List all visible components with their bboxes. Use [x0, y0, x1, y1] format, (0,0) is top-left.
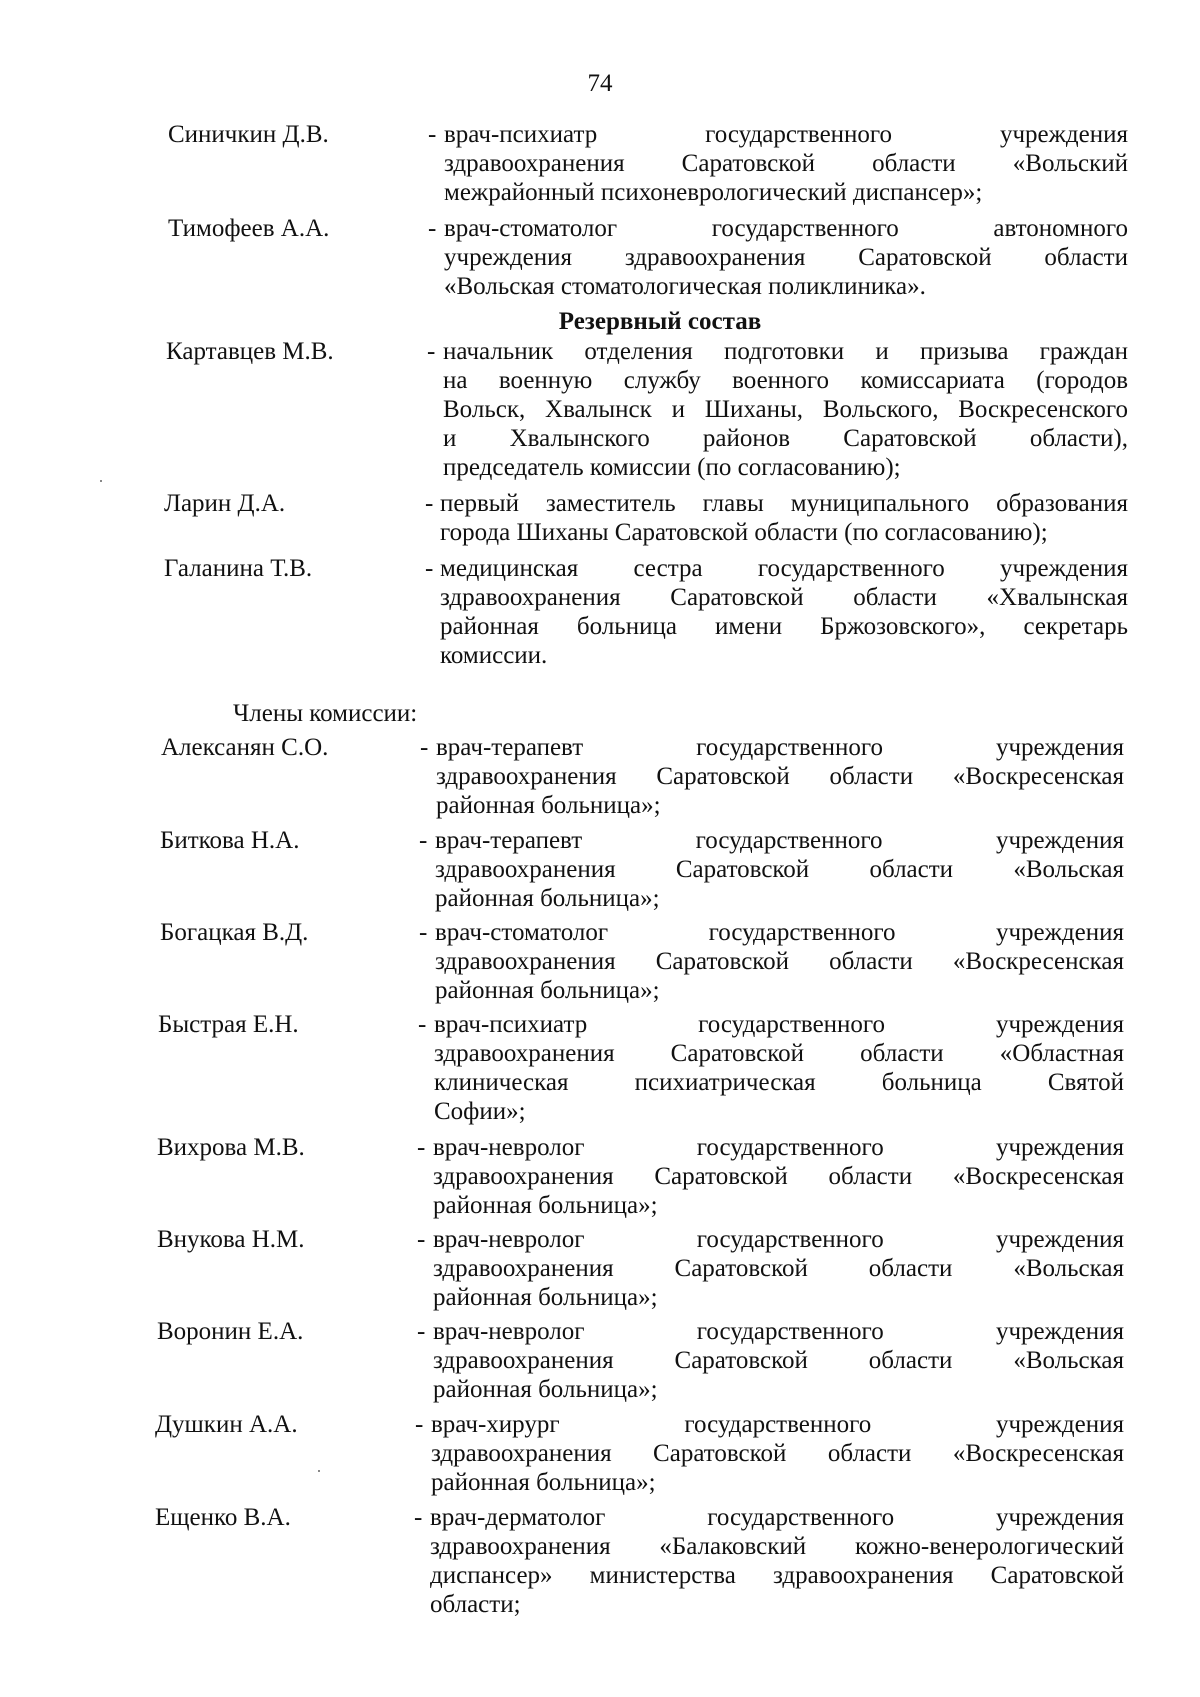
position-description	[430, 1503, 1124, 1619]
person-name: Алексанян С.О.	[161, 734, 329, 761]
description-line: Вольск, Хвалынск и Шиханы, Вольского, Воскресенского	[443, 396, 1128, 423]
description-line: здравоохранения Саратовской области «Воскресенская	[431, 1440, 1124, 1467]
dash: -	[428, 121, 437, 148]
description-line: районная больница»;	[433, 1284, 658, 1311]
description-line: районная больница»;	[433, 1376, 658, 1403]
dash: -	[414, 1504, 423, 1531]
dash: -	[417, 1134, 426, 1161]
scan-speck	[100, 480, 102, 482]
position-description	[444, 214, 1128, 301]
position-description	[433, 1225, 1124, 1312]
dash: -	[425, 555, 434, 582]
position-description	[435, 826, 1124, 913]
person-name: Картавцев М.В.	[166, 338, 334, 365]
dash: -	[415, 1411, 424, 1438]
scan-speck	[318, 1470, 320, 1472]
person-name: Тимофеев А.А.	[168, 215, 330, 242]
description-line: врач-невролог государственного учреждения	[433, 1226, 1124, 1253]
description-line: начальник отделения подготовки и призыва граждан	[443, 338, 1128, 365]
description-line: председатель комиссии (по согласованию);	[443, 454, 901, 481]
person-name: Душкин А.А.	[155, 1411, 298, 1438]
description-line: районная больница»;	[433, 1192, 658, 1219]
description-line: районная больница»;	[435, 885, 660, 912]
description-line: здравоохранения Саратовской области «Вольская	[435, 856, 1124, 883]
description-line: врач-невролог государственного учреждения	[433, 1134, 1124, 1161]
description-line: Софии»;	[434, 1098, 526, 1125]
person-name: Синичкин Д.В.	[168, 121, 329, 148]
person-name: Галанина Т.В.	[164, 555, 313, 582]
position-description	[436, 733, 1124, 820]
dash: -	[425, 490, 434, 517]
page-number: 74	[587, 70, 613, 97]
description-line: первый заместитель главы муниципального образования	[440, 490, 1128, 517]
description-line: здравоохранения Саратовской области «Воскресенская	[436, 763, 1124, 790]
description-line: районная больница»;	[435, 977, 660, 1004]
position-description	[440, 554, 1128, 670]
description-line: врач-дерматолог государственного учреждения	[430, 1504, 1124, 1531]
description-line: районная больница»;	[431, 1469, 656, 1496]
description-line: города Шиханы Саратовской области (по согласованию);	[440, 519, 1048, 546]
description-line: клиническая психиатрическая больница Святой	[434, 1069, 1124, 1096]
description-line: районная больница»;	[436, 792, 661, 819]
dash: -	[418, 1011, 427, 1038]
description-line: области;	[430, 1591, 521, 1618]
description-line: здравоохранения Саратовской области «Воскресенская	[433, 1163, 1124, 1190]
description-line: районная больница имени Бржозовского», секретарь	[440, 613, 1128, 640]
dash: -	[427, 338, 436, 365]
dash: -	[428, 215, 437, 242]
dash: -	[419, 919, 428, 946]
description-line: врач-хирург государственного учреждения	[431, 1411, 1124, 1438]
description-line: и Хвалынского районов Саратовской области),	[443, 425, 1128, 452]
description-line: врач-терапевт государственного учреждения	[435, 827, 1124, 854]
description-line: здравоохранения Саратовской области «Областная	[434, 1040, 1124, 1067]
reserve-heading: Резервный состав	[558, 308, 762, 335]
person-name: Ещенко В.А.	[155, 1504, 291, 1531]
description-line: на военную службу военного комиссариата (городов	[443, 367, 1128, 394]
position-description	[434, 1010, 1124, 1126]
description-line: комиссии.	[440, 642, 548, 669]
description-line: «Вольская стоматологическая поликлиника».	[444, 273, 926, 300]
description-line: здравоохранения Саратовской области «Хвалынская	[440, 584, 1128, 611]
description-line: врач-стоматолог государственного автономного	[444, 215, 1128, 242]
description-line: диспансер» министерства здравоохранения Саратовской	[430, 1562, 1124, 1589]
position-description	[440, 489, 1128, 547]
position-description	[435, 918, 1124, 1005]
description-line: врач-невролог государственного учреждения	[433, 1318, 1124, 1345]
description-line: здравоохранения «Балаковский кожно-венерологический	[430, 1533, 1124, 1560]
person-name: Богацкая В.Д.	[160, 919, 309, 946]
position-description	[443, 337, 1128, 482]
dash: -	[417, 1318, 426, 1345]
description-line: здравоохранения Саратовской области «Воскресенская	[435, 948, 1124, 975]
description-line: медицинская сестра государственного учреждения	[440, 555, 1128, 582]
person-name: Быстрая Е.Н.	[158, 1011, 299, 1038]
description-line: врач-терапевт государственного учреждения	[436, 734, 1124, 761]
description-line: врач-психиатр государственного учреждения	[434, 1011, 1124, 1038]
person-name: Вихрова М.В.	[157, 1134, 305, 1161]
person-name: Воронин Е.А.	[157, 1318, 304, 1345]
description-line: врач-психиатр государственного учреждения	[444, 121, 1128, 148]
dash: -	[417, 1226, 426, 1253]
dash: -	[420, 734, 429, 761]
position-description	[444, 120, 1128, 207]
description-line: учреждения здравоохранения Саратовской области	[444, 244, 1128, 271]
position-description	[433, 1133, 1124, 1220]
description-line: здравоохранения Саратовской области «Вольская	[433, 1255, 1124, 1282]
person-name: Ларин Д.А.	[164, 490, 286, 517]
description-line: врач-стоматолог государственного учреждения	[435, 919, 1124, 946]
person-name: Биткова Н.А.	[160, 827, 300, 854]
description-line: здравоохранения Саратовской области «Вольский	[444, 150, 1128, 177]
members-label: Члены комиссии:	[233, 700, 418, 727]
position-description	[431, 1410, 1124, 1497]
person-name: Внукова Н.М.	[157, 1226, 305, 1253]
position-description	[433, 1317, 1124, 1404]
description-line: межрайонный психоневрологический диспансер»;	[444, 179, 983, 206]
dash: -	[419, 827, 428, 854]
description-line: здравоохранения Саратовской области «Вольская	[433, 1347, 1124, 1374]
